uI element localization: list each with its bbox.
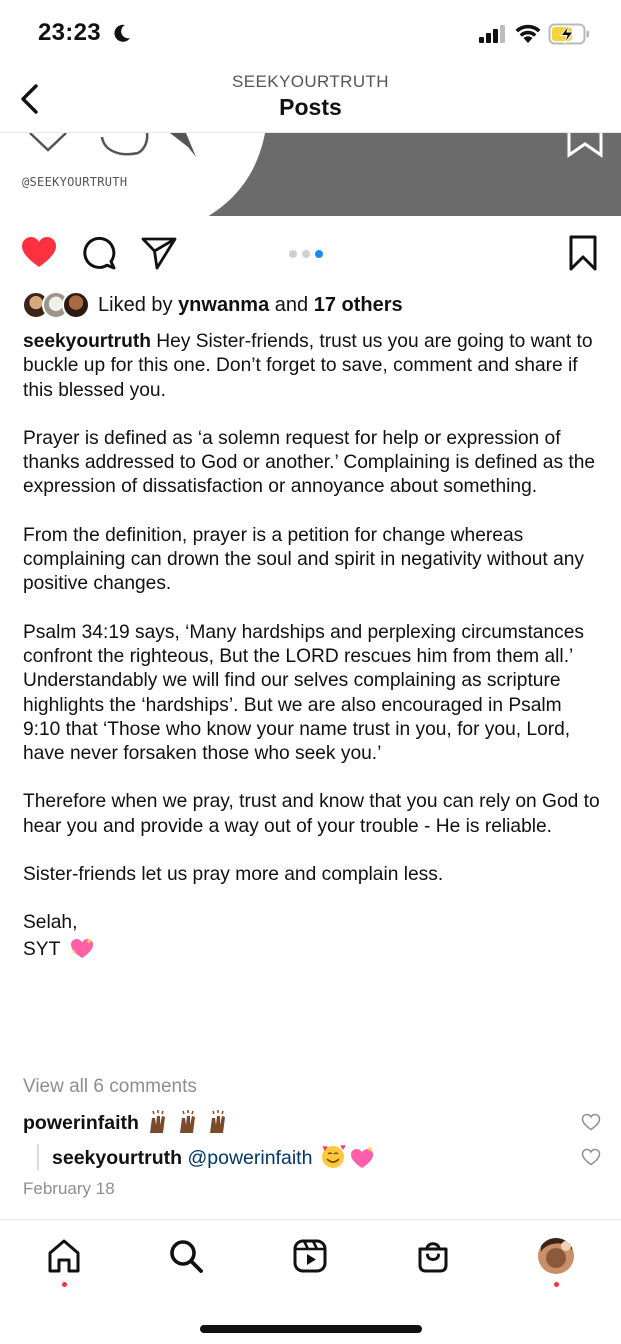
home-indicator [200, 1325, 422, 1333]
status-time: 23:23 [38, 19, 101, 46]
share-icon[interactable] [140, 234, 178, 272]
caption-paragraph: Therefore when we pray, trust and know that you can rely on God to hear you and provide a way out of your trouble - He is reliable. [23, 791, 600, 837]
comment [23, 1109, 240, 1135]
caption-paragraph: Prayer is defined as ‘a solemn request for help or expression of thanks addressed to God or another.’ Complaining is defined as the expression of dissatisfaction or annoyance about something. [23, 427, 596, 498]
cellular-signal-icon [478, 24, 508, 44]
header-username[interactable]: SEEKYOURTRUTH [232, 72, 389, 91]
home-notification-dot [62, 1282, 67, 1287]
reply-mention[interactable]: @powerinfaith [187, 1147, 313, 1169]
carousel-dot [302, 250, 310, 258]
signoff-name: SYT [23, 938, 60, 960]
avatar [62, 291, 90, 319]
post-caption [23, 330, 603, 962]
likes-conjunction: and [269, 293, 314, 316]
bottom-tab-bar [0, 1219, 621, 1344]
image-watermark: @SEEKYOURTRUTH [22, 175, 128, 189]
caption-paragraph: Psalm 34:19 says, ‘Many hardships and perplexing circumstances confront the righteous, But the LORD rescues him from them all.’ Understandably we will find our selves complaining as scripture highlights the ‘hardships’. But we are also encouraged in Psalm 9:10 that ‘Those who know your name trust in you, for you, Lord, have never forsaken those who seek you.’ [23, 621, 584, 765]
reels-tab-icon[interactable] [292, 1238, 328, 1274]
post-actions [0, 232, 621, 276]
likes-prefix: Liked by [98, 293, 179, 316]
caption-paragraph: Sister-friends let us pray more and complain less. [23, 864, 444, 886]
raising-hands-icon [148, 1109, 240, 1135]
caption-text: Hey Sister-friends, trust us you are going to want to buckle up for this one. Don’t forget to save, comment and share if this blessed you. [23, 331, 593, 401]
comment-like-heart-icon[interactable] [581, 1113, 601, 1131]
carousel-dot-active [315, 250, 323, 258]
reply-username[interactable]: seekyourtruth [52, 1147, 183, 1169]
moon-icon [112, 23, 132, 43]
profile-tab-avatar[interactable] [538, 1238, 574, 1274]
shop-tab-icon[interactable] [415, 1238, 451, 1274]
reply-like-heart-icon[interactable] [581, 1148, 601, 1166]
search-tab-icon[interactable] [168, 1238, 204, 1274]
view-all-comments-link[interactable]: View all 6 comments [23, 1076, 197, 1097]
signoff-line: Selah, [23, 912, 78, 934]
caption-paragraph [23, 330, 603, 403]
post-date: February 18 [23, 1179, 115, 1198]
likes-text [98, 294, 403, 317]
carousel-dot [289, 250, 297, 258]
home-tab-icon[interactable] [46, 1238, 82, 1274]
header [0, 66, 621, 132]
battery-charging-icon [548, 22, 590, 46]
likes-summary[interactable] [22, 290, 403, 320]
liker-username[interactable]: ynwanma [178, 293, 270, 316]
likes-others-count[interactable]: 17 others [313, 293, 403, 316]
post-image[interactable] [0, 132, 621, 216]
sparkling-heart-icon [69, 936, 95, 960]
wifi-icon [514, 22, 542, 44]
carousel-indicator [289, 250, 323, 258]
caption-signoff [23, 911, 603, 962]
like-heart-icon[interactable] [20, 234, 58, 272]
bookmark-icon[interactable] [564, 234, 602, 272]
profile-photo [538, 1238, 574, 1274]
caption-paragraph: From the definition, prayer is a petition for change whereas complaining can drown the soul and spirit in negativity without any positive changes. [23, 524, 585, 595]
liker-avatars [22, 291, 90, 319]
status-bar [0, 0, 621, 66]
caption-username[interactable]: seekyourtruth [23, 331, 151, 352]
reply-comment [52, 1144, 376, 1170]
reply-thread-line [37, 1144, 39, 1170]
page-title: Posts [279, 94, 342, 120]
profile-notification-dot [554, 1282, 559, 1287]
smiling-face-with-hearts-and-heart-icon [320, 1144, 376, 1170]
comment-username[interactable]: powerinfaith [23, 1112, 139, 1134]
comment-icon[interactable] [80, 234, 118, 272]
